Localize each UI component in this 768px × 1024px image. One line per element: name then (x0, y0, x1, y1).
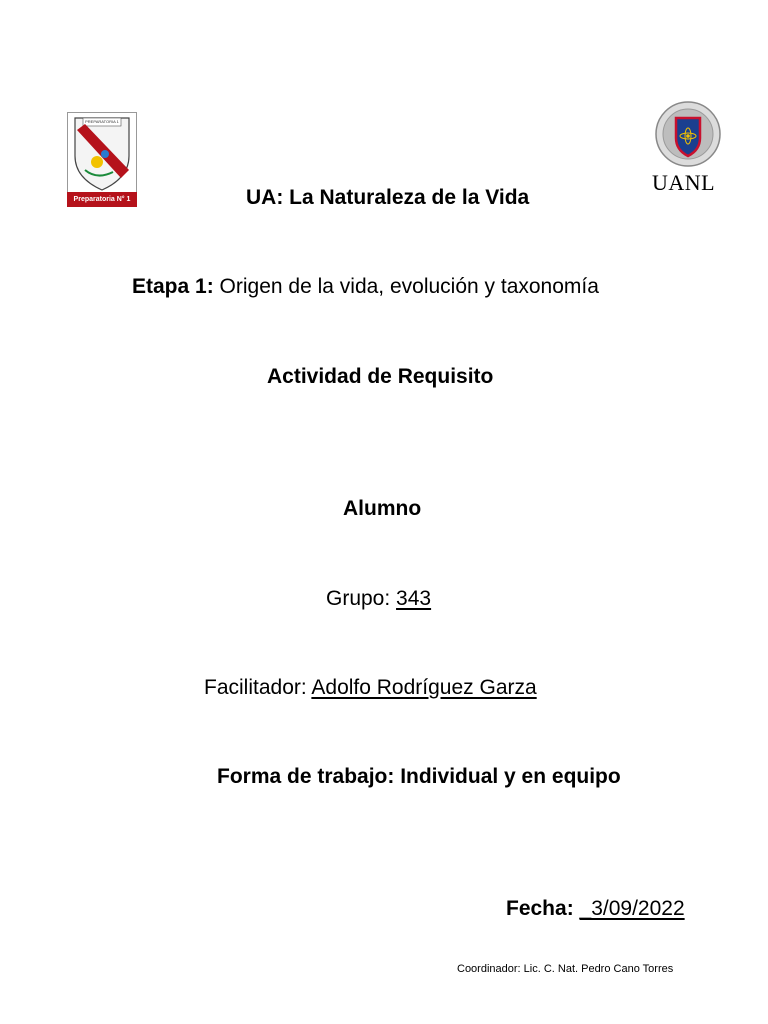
grupo-line (326, 586, 431, 612)
facilitador-label: Facilitador: (204, 676, 312, 699)
fecha-value: _3/09/2022 (579, 897, 685, 920)
facilitador-line (204, 675, 537, 701)
etapa-label: Etapa 1: (132, 275, 214, 298)
fecha-label: Fecha: (506, 897, 580, 920)
uanl-logo (652, 100, 728, 205)
facilitador-value: Adolfo Rodríguez Garza (311, 676, 537, 699)
grupo-value: 343 (396, 587, 432, 610)
preparatoria-banner-text: PREPARATORIA 1 (85, 119, 119, 124)
coordinador-text: Coordinador: Lic. C. Nat. Pedro Cano Torres (457, 963, 674, 975)
fecha-line (506, 896, 685, 922)
etapa-line (132, 274, 599, 300)
uanl-wordmark: UANL (652, 170, 716, 195)
preparatoria-crest-icon (67, 112, 137, 207)
preparatoria-logo (67, 112, 137, 207)
uanl-seal-icon (652, 100, 728, 170)
etapa-value: Origen de la vida, evolución y taxonomía (213, 275, 599, 298)
forma-trabajo: Forma de trabajo: Individual y en equipo (217, 765, 621, 788)
ua-title: UA: La Naturaleza de la Vida (246, 186, 530, 209)
alumno-label: Alumno (343, 497, 422, 520)
grupo-label: Grupo: (326, 587, 397, 610)
preparatoria-caption: Preparatoria N° 1 (73, 196, 131, 203)
actividad-title: Actividad de Requisito (267, 365, 494, 388)
